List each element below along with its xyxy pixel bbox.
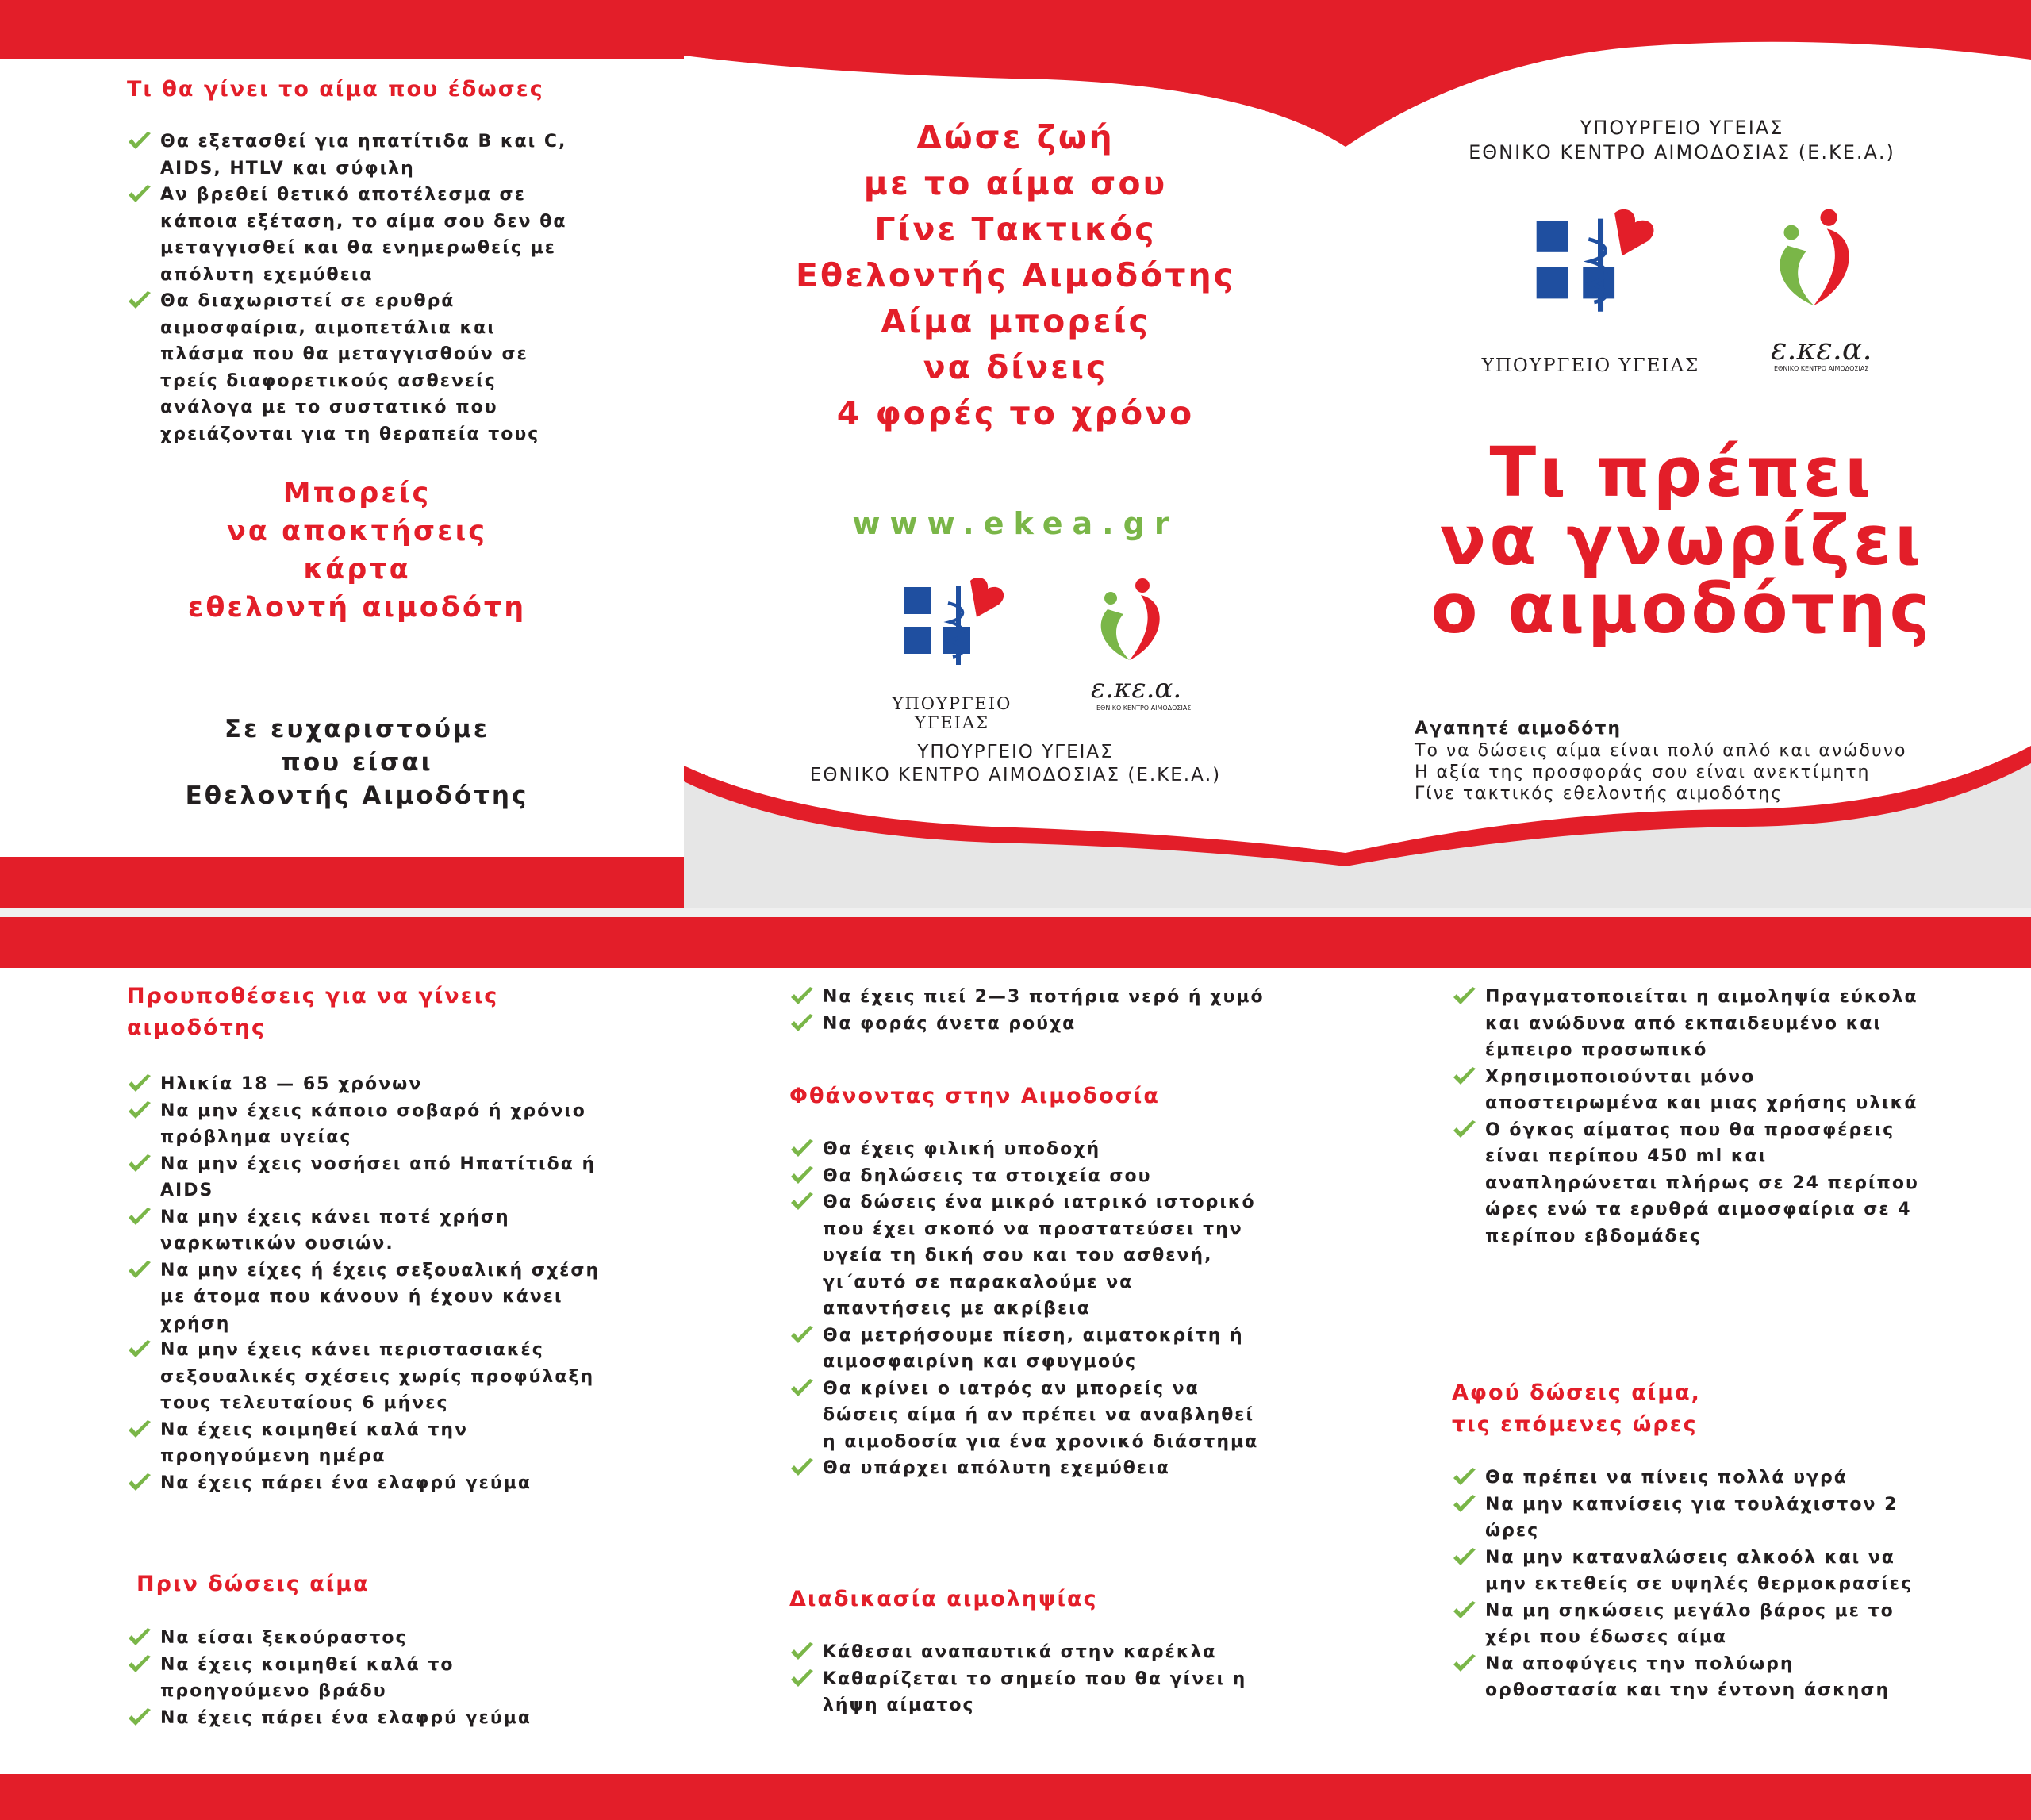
ekea-logo-small: ΕΘΝΙΚΟ ΚΕΝΤΡΟ ΑΙΜΟΔΟΣΙΑΣ: [1774, 365, 1869, 372]
check-icon: [1452, 986, 1477, 1007]
list-item: Κάθεσαι αναπαυτικά στην καρέκλα: [789, 1639, 1265, 1666]
check-icon: [789, 1138, 815, 1159]
check-icon: [789, 1013, 815, 1034]
list-item: Θα διαχωριστεί σε ερυθρά αιμοσφαίρια, αιμοπετάλια και πλάσμα που θα μεταγγισθούν σε τρείς διαφορετικούς ασθενείς ανάλογα με το συστατικό που χρειάζονται για τη θεραπεία τους: [127, 288, 587, 447]
bottom-band: [0, 1774, 2031, 1820]
arriving-heading: Φθάνοντας στην Αιμοδοσία: [789, 1084, 1160, 1108]
list-item: Να έχεις κοιμηθεί καλά το προηγούμενο βράδυ: [127, 1652, 603, 1705]
list-item: Θα υπάρχει απόλυτη εχεμύθεια: [789, 1455, 1265, 1482]
check-icon: [127, 1154, 152, 1174]
list-item: Να μην είχες ή έχεις σεξουαλική σχέση με άτομα που κάνουν ή έχουν κάνει χρήση: [127, 1257, 603, 1338]
ministry-logo-caption: ΥΠΟΥΡΓΕΙΟ ΥΓΕΙΑΣ: [892, 694, 1012, 732]
intro-heading: Αγαπητέ αιμοδότη: [1415, 719, 1622, 739]
list-item: Να μην καταναλώσεις αλκοόλ και να μην εκτεθείς σε υψηλές θερμοκρασίες: [1452, 1545, 1928, 1598]
after-donation-heading: Αφού δώσεις αίμα, τις επόμενες ώρες: [1452, 1380, 1701, 1437]
list-item: Να μην έχεις κάνει ποτέ χρήση ναρκωτικών ουσιών.: [127, 1204, 603, 1257]
ekea-logo-word: ε.κε.α.: [1091, 673, 1182, 705]
check-icon: [1452, 1547, 1477, 1568]
check-icon: [127, 1654, 152, 1675]
preparation-list: [789, 984, 1281, 1037]
check-icon: [127, 1073, 152, 1094]
check-icon: [789, 1457, 815, 1478]
list-item: Ο όγκος αίματος που θα προσφέρεις είναι περίπου 450 ml και αναπληρώνεται πλήρως σε 24 περίπου ώρες ενώ τα ερυθρά αιμοσφαίρια σε 4 περίπου εβδομάδες: [1452, 1117, 1928, 1250]
ekea-logo-small: ΕΘΝΙΚΟ ΚΕΝΤΡΟ ΑΙΜΟΔΟΣΙΑΣ: [1096, 705, 1192, 712]
list-item: Να έχεις πάρει ένα ελαφρύ γεύμα: [127, 1470, 603, 1497]
list-item: Καθαρίζεται το σημείο που θα γίνει η λήψη αίματος: [789, 1666, 1265, 1719]
arriving-list: [789, 1136, 1265, 1482]
intro-block: Αγαπητέ αιμοδότη Το να δώσεις αίμα είναι πολύ απλό και ανώδυνο Η αξία της προσφοράς σου είναι ανεκτίμητη Γίνε τακτικός εθελοντής αιμοδότης: [1415, 718, 1970, 804]
check-icon: [127, 1260, 152, 1281]
website-link[interactable]: www.ekea.gr: [852, 506, 1179, 541]
middle-org-lines: ΥΠΟΥΡΓΕΙΟ ΥΓΕΙΑΣ ΕΘΝΙΚΟ ΚΕΝΤΡΟ ΑΙΜΟΔΟΣΙΑΣ (Ε.ΚΕ.Α.): [809, 742, 1222, 785]
list-item: Να είσαι ξεκούραστος: [127, 1625, 603, 1652]
check-icon: [127, 1100, 152, 1121]
ekea-logo-icon: [1771, 208, 1860, 319]
procedure-heading: Διαδικασία αιμοληψίας: [789, 1587, 1098, 1611]
check-icon: [789, 1325, 815, 1346]
blood-fate-heading: Τι θα γίνει το αίμα που έδωσες: [127, 77, 544, 102]
list-item: Θα μετρήσουμε πίεση, αιματοκρίτη ή αιμοσφαιρίνη και σφυγμούς: [789, 1323, 1265, 1376]
list-item: Πραγματοποιείται η αιμοληψία εύκολα και ανώδυνα από εκπαιδευμένο και έμπειρο προσωπικό: [1452, 984, 1928, 1064]
check-icon: [1452, 1119, 1477, 1140]
check-icon: [127, 1419, 152, 1440]
list-item: Χρησιμοποιούνται μόνο αποστειρωμένα και μιας χρήσης υλικά: [1452, 1064, 1928, 1117]
procedure-continued-list: [1452, 984, 1928, 1250]
list-item: Να μην έχεις νοσήσει από Ηπατίτιδα ή AIDS: [127, 1151, 603, 1204]
before-donation-list: [127, 1625, 603, 1731]
outside-sheet: [0, 0, 2031, 908]
check-icon: [1452, 1066, 1477, 1087]
check-icon: [127, 1339, 152, 1360]
thanks-message: Σε ευχαριστούμε που είσαι Εθελοντής Αιμοδότης: [185, 715, 529, 810]
ministry-logo-icon: [900, 578, 1012, 685]
after-donation-list: [1452, 1465, 1928, 1704]
list-item: Θα πρέπει να πίνεις πολλά υγρά: [1452, 1465, 1928, 1492]
brochure-title: Τι πρέπει να γνωρίζει ο αιμοδότης: [1430, 433, 1933, 649]
check-icon: [789, 1378, 815, 1399]
right-org-lines: ΥΠΟΥΡΓΕΙΟ ΥΓΕΙΑΣ ΕΘΝΙΚΟ ΚΕΝΤΡΟ ΑΙΜΟΔΟΣΙΑΣ (Ε.ΚΕ.Α.): [1469, 117, 1895, 163]
sheet-divider: [0, 908, 2031, 917]
list-item: Θα κρίνει ο ιατρός αν μπορείς να δώσεις αίμα ή αν πρέπει να αναβληθεί η αιμοδοσία για ένα χρονικό διάστημα: [789, 1376, 1265, 1456]
blood-fate-list: [127, 129, 587, 447]
check-icon: [789, 1192, 815, 1212]
check-icon: [1452, 1653, 1477, 1674]
list-item: Να μην καπνίσεις για τουλάχιστον 2 ώρες: [1452, 1492, 1928, 1545]
list-item: Να μην έχεις κάποιο σοβαρό ή χρόνιο πρόβλημα υγείας: [127, 1098, 603, 1151]
list-item: Να μην έχεις κάνει περιστασιακές σεξουαλικές σχέσεις χωρίς προφύλαξη τους τελευταίους 6 μήνες: [127, 1337, 603, 1417]
requirements-list: [127, 1071, 603, 1496]
check-icon: [127, 1707, 152, 1728]
ministry-logo-icon: [1533, 208, 1663, 336]
check-icon: [789, 986, 815, 1007]
ekea-logo-word: ε.κε.α.: [1771, 332, 1872, 367]
list-item: Αν βρεθεί θετικό αποτέλεσμα σε κάποια εξέταση, το αίμα σου δεν θα μεταγγισθεί και θα ενημερωθείς με απόλυτη εχεμύθεια: [127, 182, 587, 288]
list-item: Θα εξετασθεί για ηπατίτιδα Β και C, AIDS, HTLV και σύφιλη: [127, 129, 587, 182]
list-item: Θα δώσεις ένα μικρό ιατρικό ιστορικό που έχει σκοπό να προστατεύσει την υγεία τη δική σου και του ασθενή, γι΄αυτό σε παρακαλούμε να απαντήσεις με ακρίβεια: [789, 1189, 1265, 1323]
check-icon: [789, 1668, 815, 1689]
list-item: Να φοράς άνετα ρούχα: [789, 1011, 1281, 1038]
list-item: Να έχεις πάρει ένα ελαφρύ γεύμα: [127, 1705, 603, 1732]
list-item: Ηλικία 18 — 65 χρόνων: [127, 1071, 603, 1098]
ministry-logo-caption: ΥΠΟΥΡΓΕΙΟ ΥΓΕΙΑΣ: [1481, 355, 1700, 376]
before-donation-heading: Πριν δώσεις αίμα: [136, 1572, 370, 1596]
top-band: [0, 917, 2031, 968]
requirements-heading: Προυποθέσεις για να γίνεις αιμοδότης: [127, 984, 499, 1040]
list-item: Να μη σηκώσεις μεγάλο βάρος με το χέρι που έδωσες αίμα: [1452, 1598, 1928, 1651]
donor-card-note: Μπορείς να αποκτήσεις κάρτα εθελοντή αιμοδότη: [187, 478, 527, 624]
check-icon: [127, 184, 152, 205]
ekea-logo-icon: [1093, 578, 1169, 671]
check-icon: [127, 1207, 152, 1227]
list-item: Να έχεις κοιμηθεί καλά την προηγούμενη ημέρα: [127, 1417, 603, 1470]
list-item: Θα έχεις φιλική υποδοχή: [789, 1136, 1265, 1163]
check-icon: [1452, 1467, 1477, 1488]
check-icon: [127, 290, 152, 311]
list-item: Θα δηλώσεις τα στοιχεία σου: [789, 1163, 1265, 1190]
list-item: Να έχεις πιεί 2—3 ποτήρια νερό ή χυμό: [789, 984, 1281, 1011]
slogan: Δώσε ζωή με το αίμα σου Γίνε Τακτικός Εθελοντής Αιμοδότης Αίμα μπορείς να δίνεις 4 φορές το χρόνο: [795, 118, 1235, 432]
check-icon: [1452, 1600, 1477, 1621]
list-item: Να αποφύγεις την πολύωρη ορθοστασία και την έντονη άσκηση: [1452, 1651, 1928, 1704]
check-icon: [127, 1473, 152, 1493]
check-icon: [127, 1627, 152, 1648]
check-icon: [127, 131, 152, 152]
inside-sheet: [0, 917, 2031, 1820]
procedure-list: [789, 1639, 1265, 1719]
check-icon: [1452, 1494, 1477, 1515]
check-icon: [789, 1165, 815, 1186]
check-icon: [789, 1641, 815, 1662]
